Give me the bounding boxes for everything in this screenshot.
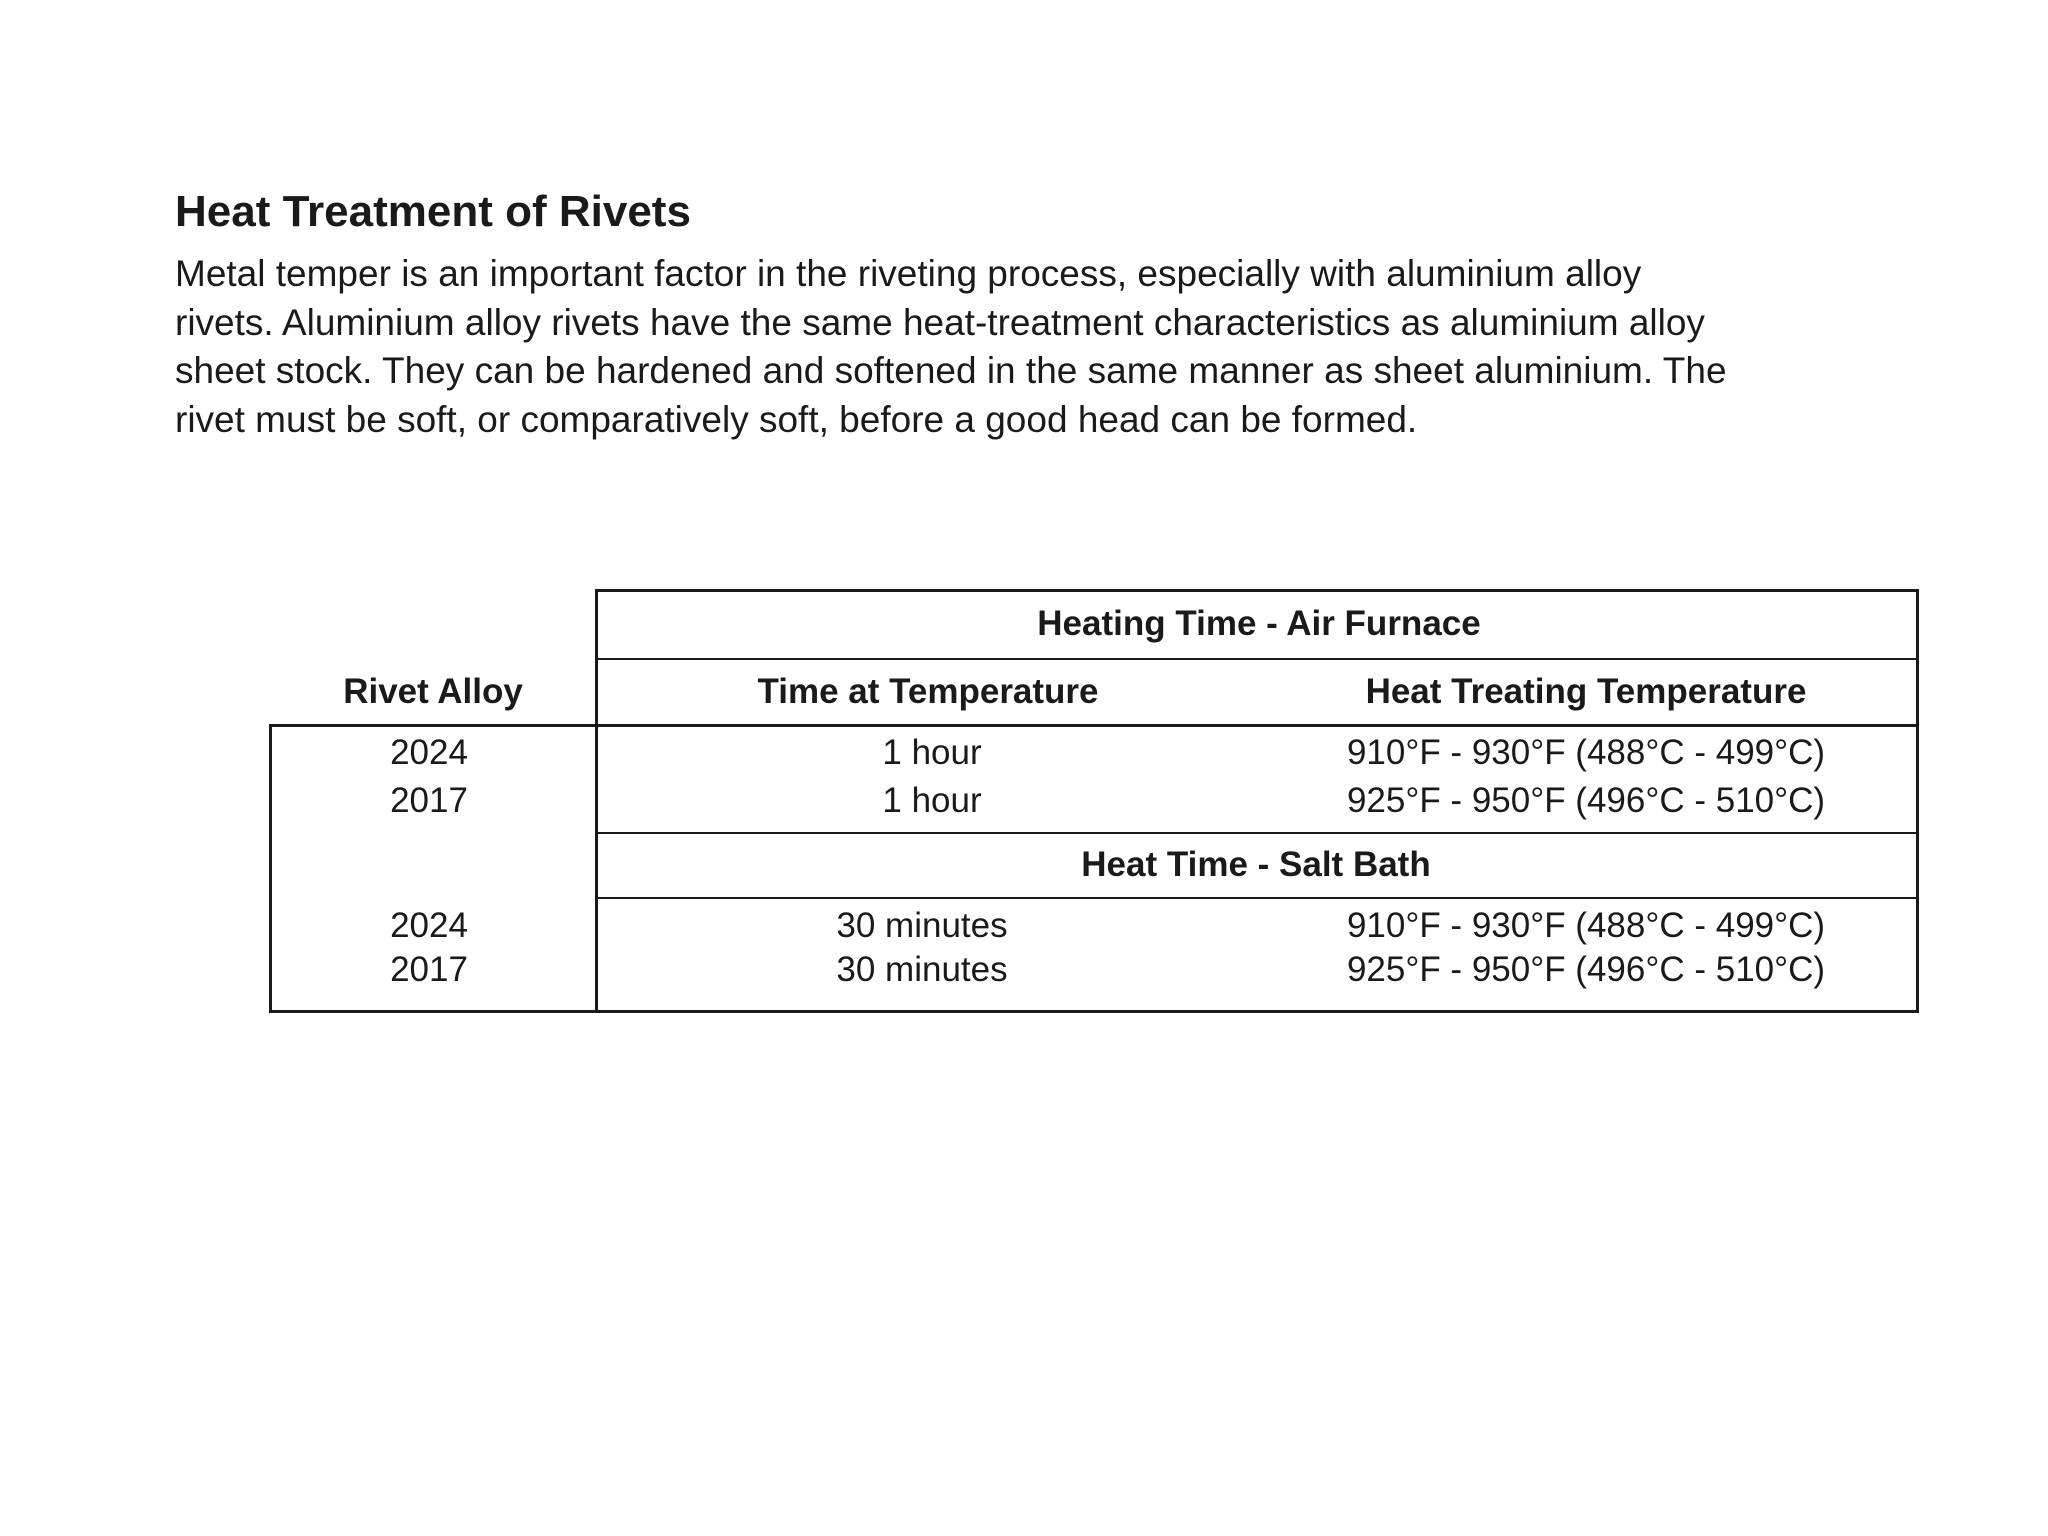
table-border-header-divider [595,658,1919,660]
table-border-right [1916,589,1919,1013]
cell-time: 1 hour [882,733,982,772]
body-line: rivets. Aluminium alloy rivets have the same heat-treatment characteristics as aluminium alloy [175,301,1705,343]
body-paragraph [175,250,2015,444]
cell-time: 30 minutes [836,906,1008,945]
cell-alloy: 2017 [390,950,468,989]
column-header-rivet-alloy: Rivet Alloy [343,672,523,711]
cell-temperature: 925°F - 950°F (496°C - 510°C) [1346,950,1826,989]
table-border-section-top [595,832,1919,834]
table-border-top [595,589,1919,592]
cell-time: 1 hour [882,781,982,820]
column-header-heat-treating-temperature: Heat Treating Temperature [1365,672,1807,711]
cell-temperature: 925°F - 950°F (496°C - 510°C) [1346,781,1826,820]
cell-temperature: 910°F - 930°F (488°C - 499°C) [1346,906,1826,945]
table-border-bottom [269,1010,1919,1013]
cell-alloy: 2024 [390,906,468,945]
cell-alloy: 2024 [390,733,468,772]
body-line: sheet stock. They can be hardened and softened in the same manner as sheet aluminium. The [175,350,1727,391]
column-header-time-at-temperature: Time at Temperature [757,672,1099,711]
table-border-inner-left [595,589,598,1013]
section-title-air-furnace: Heating Time - Air Furnace [1037,604,1481,643]
table-border-columns-divider [269,724,1919,727]
body-line: rivet must be soft, or comparatively soft, before a good head can be formed. [175,398,1418,440]
cell-alloy: 2017 [390,781,468,820]
cell-temperature: 910°F - 930°F (488°C - 499°C) [1346,733,1826,772]
document-heading: Heat Treatment of Rivets [175,187,691,236]
section-title-salt-bath: Heat Time - Salt Bath [1081,845,1431,884]
body-line: Metal temper is an important factor in the riveting process, especially with aluminium alloy [175,253,1642,294]
table-border-section-bottom [595,897,1919,899]
table-border-left [269,724,272,1013]
heat-treatment-table [269,589,1920,1013]
cell-time: 30 minutes [836,950,1008,989]
